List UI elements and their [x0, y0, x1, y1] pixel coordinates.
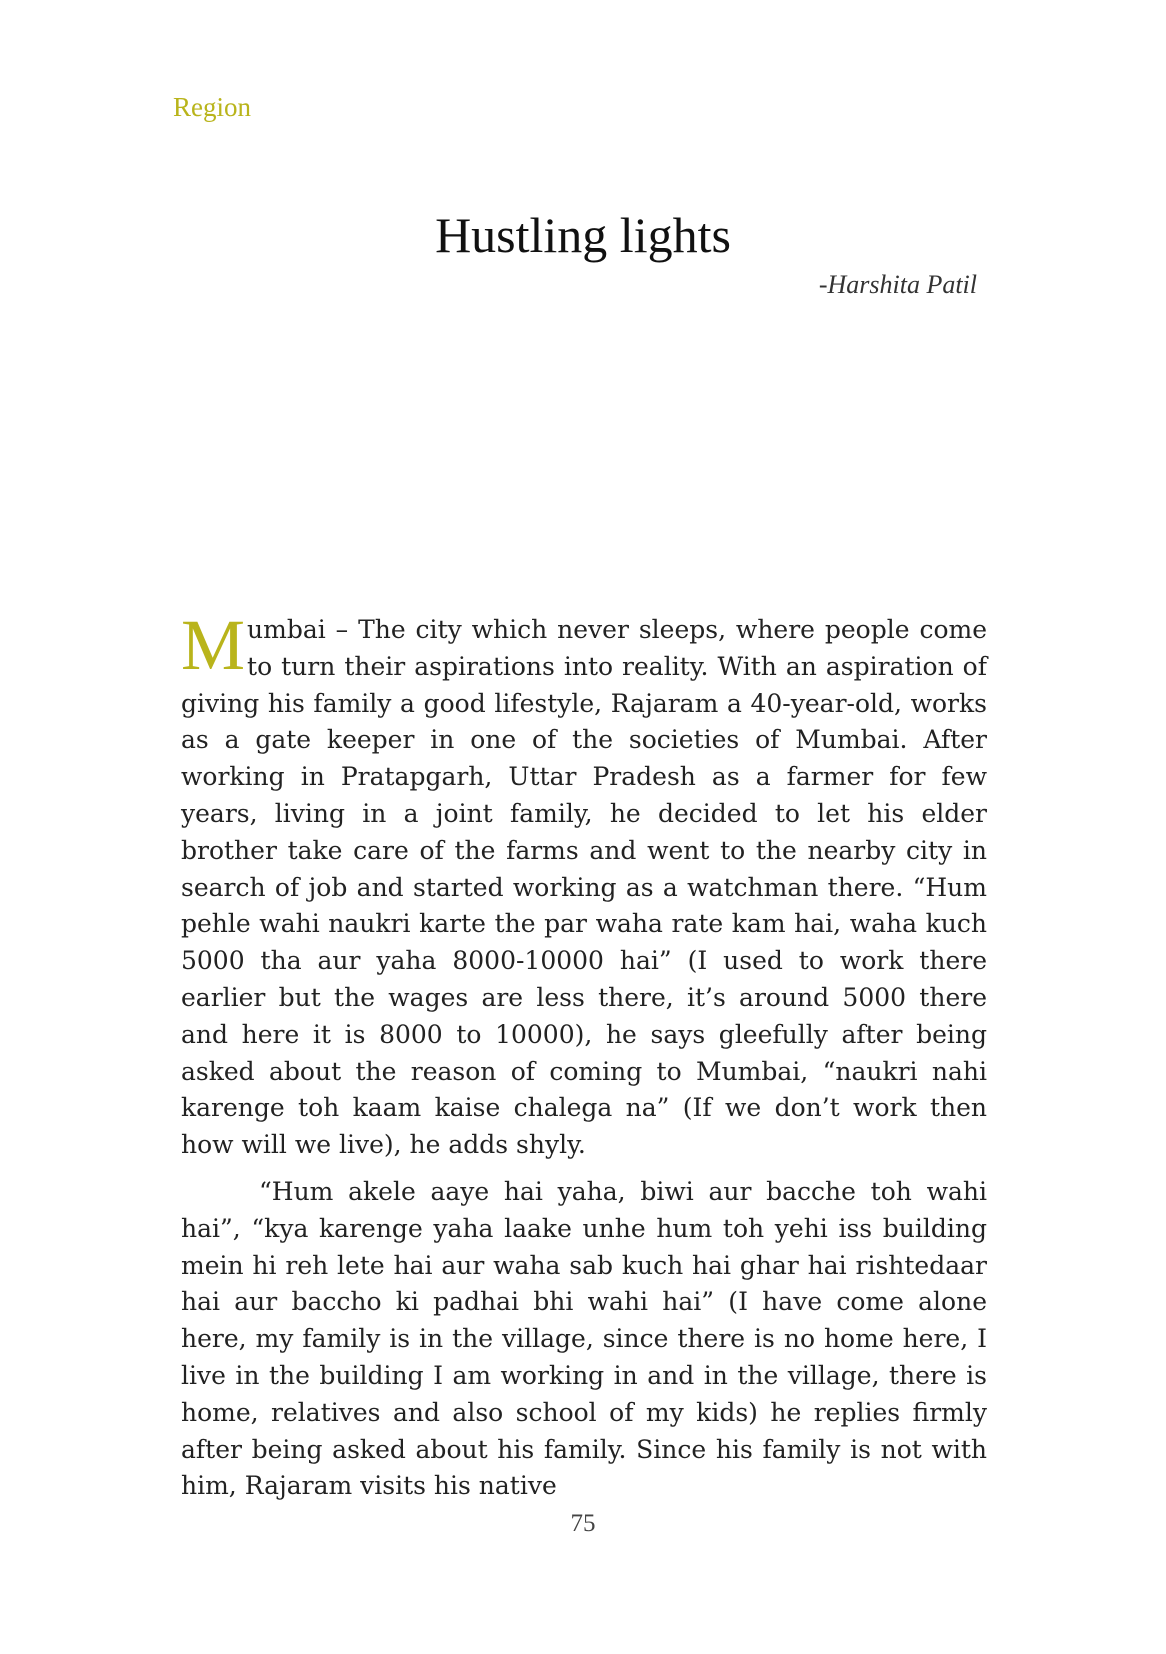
paragraph: “Hum akele aaye hai yaha, biwi aur bacche toh wahi hai”, “kya karenge yaha laake unhe hum toh yehi iss building mein hi reh lete hai aur waha sab kuch hai ghar hai rishtedaar hai aur baccho ki padhai bhi wahi hai” (I have come alone here, my family is in the village, since there is no home here, I live in the building I am working in and in the village, there is home, relatives and also school of my kids) he replies firmly after being asked about his family. Since his family is not with him, Rajaram visits his native — [181, 1176, 987, 1501]
page-number: 75 — [570, 1510, 596, 1537]
article-body — [181, 605, 987, 1505]
section-label: Region — [173, 92, 251, 122]
author-byline: -Harshita Patil — [818, 270, 977, 299]
article-title: Hustling lights — [435, 207, 731, 263]
paragraph-text: umbai – The city which never sleeps, where people come to turn their aspirations into reality. With an aspiration of giving his family a good lifestyle, Rajaram a 40-year-old, works as a gate keeper in one of the societies of Mumbai. After working in Pratapgarh, Uttar Pradesh as a farmer for few years, living in a joint family, he decided to let his elder brother take care of the farms and went to the nearby city in search of job and started working as a watchman there. “Hum pehle wahi naukri karte the par waha rate kam hai, waha kuch 5000 tha aur yaha 8000-10000 hai” (I used to work there earlier but the wages are less there, it’s around 5000 there and here it is 8000 to 10000), he says gleefully after being asked about the reason of coming to Mumbai, “naukri nahi karenge toh kaam kaise chalega na” (If we don’t work then how will we live), he adds shyly. — [181, 615, 987, 1160]
paragraph — [181, 605, 987, 1164]
drop-cap: M — [181, 605, 246, 685]
